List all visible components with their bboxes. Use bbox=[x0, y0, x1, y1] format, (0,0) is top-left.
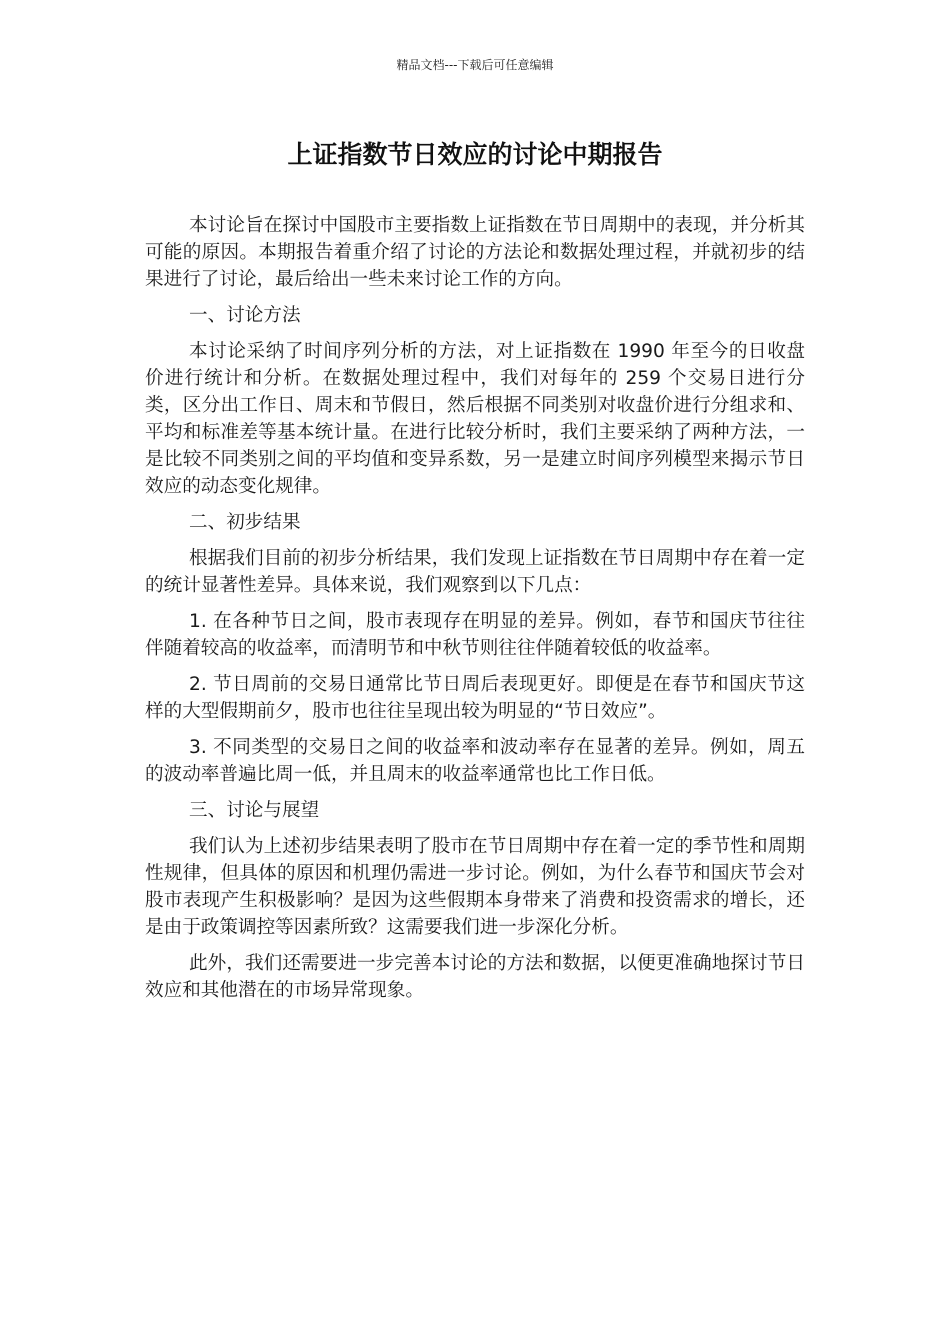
section-heading-methods: 一、讨论方法 bbox=[189, 305, 301, 326]
closing-paragraph: 此外，我们还需要进一步完善本讨论的方法和数据，以便更准确地探讨节日效应和其他潜在的市场异常现象。 bbox=[145, 953, 805, 1001]
discussion-paragraph: 我们认为上述初步结果表明了股市在节日周期中存在着一定的季节性和周期性规律，但具体的原因和机理仍需进一步讨论。例如，为什么春节和国庆节会对股市表现产生积极影响？是因为这些假期本身带来了消费和投资需求的增长，还是由于政策调控等因素所致？这需要我们进一步深化分析。 bbox=[145, 836, 805, 938]
result-item-3: 3. 不同类型的交易日之间的收益率和波动率存在显著的差异。例如，周五的波动率普遍比周一低，并且周末的收益率通常也比工作日低。 bbox=[145, 737, 805, 785]
section-heading-discussion: 三、讨论与展望 bbox=[189, 800, 320, 821]
document-title: 上证指数节日效应的讨论中期报告 bbox=[287, 140, 663, 169]
methods-paragraph: 本讨论采纳了时间序列分析的方法，对上证指数在 1990 年至今的日收盘价进行统计和分析。在数据处理过程中，我们对每年的 259 个交易日进行分类，区分出工作日、周末和节假日，然后根据不同类别对收盘价进行分组求和、平均和标准差等基本统计量。在进行比较分析时，我们主要采纳了两种方法，一是比较不同类别之间的平均值和变异系数，另一是建立时间序列模型来揭示节日效应的动态变化规律。 bbox=[145, 341, 805, 497]
intro-paragraph: 本讨论旨在探讨中国股市主要指数上证指数在节日周期中的表现，并分析其可能的原因。本期报告着重介绍了讨论的方法论和数据处理过程，并就初步的结果进行了讨论，最后给出一些未来讨论工作的方向。 bbox=[145, 215, 805, 290]
results-intro-paragraph: 根据我们目前的初步分析结果，我们发现上证指数在节日周期中存在着一定的统计显著性差异。具体来说，我们观察到以下几点： bbox=[145, 548, 805, 596]
document-body bbox=[145, 212, 805, 1013]
result-item-2: 2. 节日周前的交易日通常比节日周后表现更好。即便是在春节和国庆节这样的大型假期前夕，股市也往往呈现出较为明显的“节日效应”。 bbox=[145, 674, 805, 722]
result-item-1: 1. 在各种节日之间，股市表现存在明显的差异。例如，春节和国庆节往往伴随着较高的收益率，而清明节和中秋节则往往伴随着较低的收益率。 bbox=[145, 611, 805, 659]
header-note: 精品文档---下载后可任意编辑 bbox=[396, 58, 554, 72]
section-heading-results: 二、初步结果 bbox=[189, 512, 301, 533]
